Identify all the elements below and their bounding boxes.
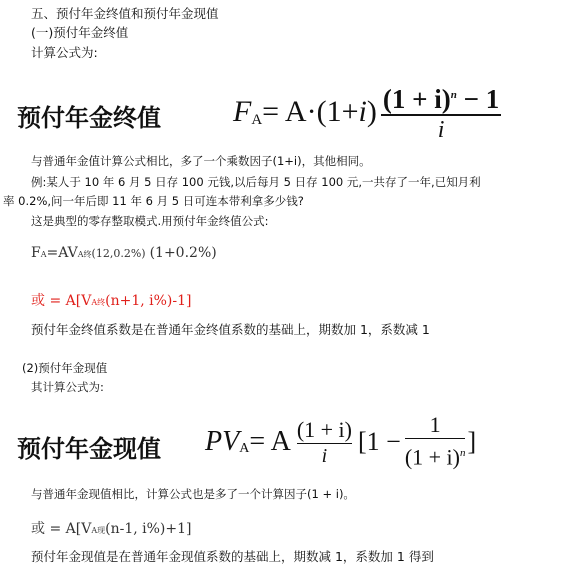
pv-bracket-close: ] <box>467 427 477 456</box>
section-title: 五、预付年金终值和预付年金现值 <box>31 6 219 21</box>
formula-pv: PV <box>205 426 240 457</box>
part2-heading: (2)预付年金现值 <box>22 361 108 375</box>
alt-sub: A终 <box>91 298 106 307</box>
pv-inner-den-base: (1 + i) <box>404 444 460 470</box>
formula-denominator: i <box>437 117 445 143</box>
pv-inner-denominator <box>405 439 466 471</box>
formula-i: i <box>358 95 367 128</box>
formula-fraction <box>381 80 501 144</box>
formula-exponent-n: n <box>450 89 457 101</box>
formula-fa: F <box>233 95 252 128</box>
alt-rest: (n+1, i%)-1] <box>105 293 192 309</box>
alt2-prefix: 或 = A[V <box>31 521 92 537</box>
calc-f: F <box>31 245 41 261</box>
present-value-formula <box>205 409 476 475</box>
part1-formula-label: 预付年金终值 <box>17 104 161 132</box>
pv-inner-exponent: n <box>459 447 466 460</box>
model-note: 这是典型的零存整取模式.用预付年金终值公式: <box>31 214 269 228</box>
formula-equals-a: = A·(1+ <box>262 95 359 128</box>
calc-f-sub: A <box>40 250 47 259</box>
calc-args: (12,0.2%) <box>91 247 146 260</box>
future-value-formula <box>233 82 501 142</box>
alt-formula-present <box>31 518 191 538</box>
calc-av: =AV <box>46 245 78 261</box>
part1-heading: (一)预付年金终值 <box>31 25 129 40</box>
alt-prefix: 或 = A[V <box>31 293 92 309</box>
pv-bracket-open: [1 − <box>357 427 401 456</box>
calc-expression <box>31 245 217 261</box>
alt2-sub: A现 <box>91 526 106 535</box>
formula-numerator-base: (1 + i) <box>382 84 451 114</box>
calc-av-sub: A终 <box>77 250 92 259</box>
calc-multiplier: (1+0.2%) <box>149 245 217 261</box>
part2-formula-label: 预付年金现值 <box>17 435 161 463</box>
part1-comparison: 与普通年金值计算公式相比，多了一个乘数因子(1+i)，其他相同。 <box>31 154 371 168</box>
pv-inner-fraction <box>405 412 466 471</box>
alt2-rest: (n-1, i%)+1] <box>105 521 192 537</box>
pv-fraction <box>297 417 352 468</box>
formula-fa-sub: A <box>251 111 263 128</box>
part2-comparison: 与普通年金现值相比，计算公式也是多了一个计算因子(1 + i)。 <box>31 487 355 501</box>
formula-numerator <box>381 80 501 114</box>
part2-formula-intro: 其计算公式为: <box>31 380 104 394</box>
formula-minus-one: − 1 <box>456 84 500 114</box>
part1-formula-intro: 计算公式为: <box>31 45 98 60</box>
formula-close-paren: ) <box>366 95 377 128</box>
pv-inner-numerator: 1 <box>429 412 441 438</box>
pv-numerator: (1 + i) <box>296 416 352 442</box>
alt-formula-future <box>31 290 191 310</box>
formula-pv-sub: A <box>239 441 250 456</box>
part2-coef-note: 预付年金现值是在普通年金现值系数的基础上，期数减 1，系数加 1 得到 <box>31 549 434 564</box>
example-line-2: 率 0.2%,问一年后即 11 年 6 月 5 日可连本带利拿多少钱? <box>3 194 304 208</box>
part1-coef-note: 预付年金终值系数是在普通年金终值系数的基础上，期数加 1，系数减 1 <box>31 322 430 337</box>
pv-denominator: i <box>321 444 328 467</box>
example-line-1: 例:某人于 10 年 6 月 5 日存 100 元钱,以后每月 5 日存 100 元,一共存了一年,已知月利 <box>31 175 481 189</box>
formula-pv-equals: = A <box>249 426 291 457</box>
